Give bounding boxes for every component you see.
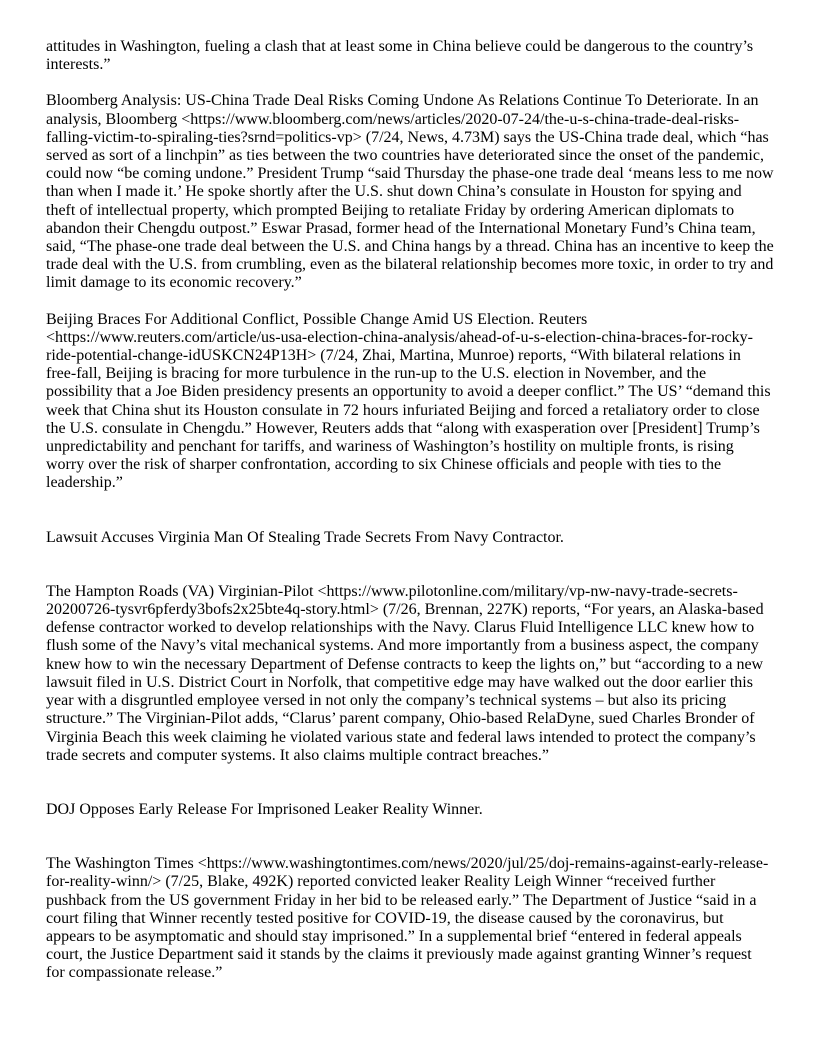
paragraph-spacer: [46, 547, 774, 583]
paragraph-washington-times: The Washington Times <https://www.washingtontimes.com/news/2020/jul/25/doj-remains-against-early-release-for-reality-winn/> (7/25, Blake, 492K) reported convicted leaker Reality Leigh Winner “received further pushback from the US government Friday in her bid to be released early.” The Department of Justice “said in a court filing that Winner recently tested positive for COVID-19, the disease caused by the coronavirus, but appears to be asymptomatic and should stay imprisoned.” In a supplemental brief “entered in federal appeals court, the Justice Department said it stands by the claims it previously made against granting Winner’s request for compassionate release.”: [46, 855, 769, 982]
paragraph-spacer: [46, 293, 774, 311]
paragraph-reuters-beijing: Beijing Braces For Additional Conflict, Possible Change Amid US Election. Reuters <https://www.reuters.com/article/us-usa-election-china-analysis/ahead-of-u-s-election-china-braces-for-rocky-ride-potential-change-idUSKCN24P13H> (7/24, Zhai, Martina, Munroe) reports, “With bilateral relations in free-fall, Beijing is bracing for more turbulence in the run-up to the U.S. election in November, and the possibility that a Joe Biden presidency presents an opportunity to avoid a deeper conflict.” The US’ “demand this week that China shut its Houston consulate in 72 hours infuriated Beijing and forced a retaliatory order to close the U.S. consulate in Chengdu.” However, Reuters adds that “along with exasperation over [President] Trump’s unpredictability and penchant for tariffs, and wariness of Washington’s hostility on multiple fronts, is rising worry over the risk of sharper confrontation, according to six Chinese officials and people with ties to the leadership.”: [46, 310, 771, 492]
paragraph-spacer: [46, 74, 774, 92]
paragraph-virginian-pilot: The Hampton Roads (VA) Virginian-Pilot <https://www.pilotonline.com/military/vp-nw-navy-trade-secrets-20200726-tysvr6pferdy3bofs2x25bte4q-story.html> (7/26, Brennan, 227K) reports, “For years, an Alaska-based defense contractor worked to develop relationships with the Navy. Clarus Fluid Intelligence LLC knew how to flush some of the Navy’s vital mechanical systems. And more importantly from a business aspect, the company knew how to win the necessary Department of Defense contracts to keep the lights on,” but “according to a new lawsuit filed in U.S. District Court in Norfolk, that competitive edge may have walked out the door earlier this year with a disgruntled employee versed in not only the company’s technical systems – but also its pricing structure.” The Virginian-Pilot adds, “Clarus’ parent company, Ohio-based RelaDyne, sued Charles Bronder of Virginia Beach this week claiming he violated various state and federal laws intended to protect the company’s trade secrets and computer systems. It also claims multiple contract breaches.”: [46, 582, 764, 764]
paragraph-spacer: [46, 819, 774, 855]
headline-lawsuit-navy-contractor: Lawsuit Accuses Virginia Man Of Stealing Trade Secrets From Navy Contractor.: [46, 528, 564, 546]
paragraph-spacer: [46, 493, 774, 529]
paragraph-continuation: attitudes in Washington, fueling a clash that at least some in China believe could be dangerous to the country’s interests.”: [46, 38, 754, 74]
headline-doj-reality-winner: DOJ Opposes Early Release For Imprisoned Leaker Reality Winner.: [46, 800, 483, 818]
paragraph-spacer: [46, 765, 774, 801]
paragraph-bloomberg-analysis: Bloomberg Analysis: US-China Trade Deal Risks Coming Undone As Relations Continue To Deteriorate. In an analysis, Bloomberg <https://www.bloomberg.com/news/articles/2020-07-24/the-u-s-china-trade-deal-risks-falling-victim-to-spiraling-ties?srnd=politics-vp> (7/24, News, 4.73M) says the US-China trade deal, which “has served as sort of a linchpin” as ties between the two countries have deteriorated since the onset of the pandemic, could now “be coming undone.” President Trump “said Thursday the phase-one trade deal ‘means less to me now than when I made it.’ He spoke shortly after the U.S. shut down China’s consulate in Houston for spying and theft of intellectual property, which prompted Beijing to retaliate Friday by ordering American diplomats to abandon their Chengdu outpost.” Eswar Prasad, former head of the International Monetary Fund’s China team, said, “The phase-one trade deal between the U.S. and China hangs by a thread. China has an incentive to keep the trade deal with the U.S. from crumbling, even as the bilateral relationship becomes more toxic, in order to try and limit damage to its economic recovery.”: [46, 92, 774, 292]
document-page: [46, 38, 774, 983]
